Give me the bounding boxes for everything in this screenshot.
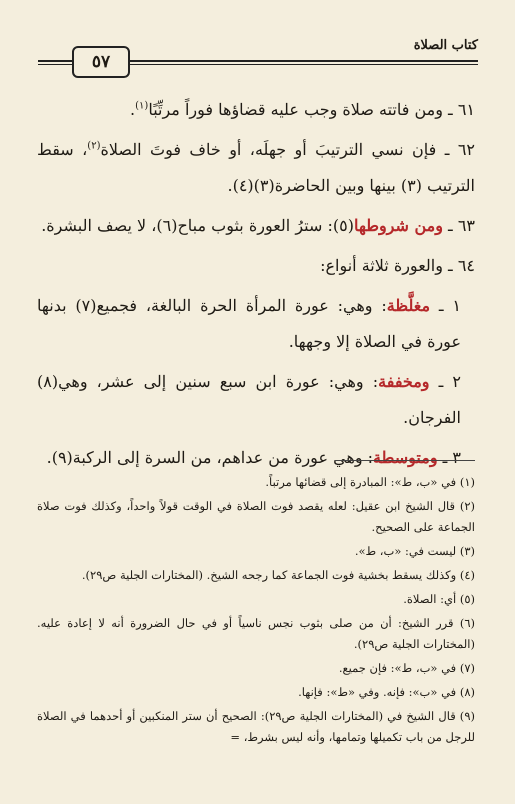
footnote: (٤) وكذلك يسقط بخشية فوت الجماعة كما رجحه الشيخ. (المختارات الجلية ص٢٩). [81,568,475,582]
footnote: (٧) في «ب، ط»: فإن جميع. [338,661,475,675]
heading-conditions: ومن شروطها [353,216,443,235]
footnote: (٨) في «ب»: فإنه. وفي «ط»: فإنها. [298,685,475,699]
term-mughallaza: مغلَّظة [386,296,431,315]
paragraph-64: ٦٤ ـ والعورة ثلاثة أنواع: [320,256,475,275]
page-header [38,30,478,72]
footnote: (٩) قال الشيخ في (المختارات الجلية ص٢٩): الصحيح أن ستر المنكبين أو أحدهما في الصلاة للرجل من باب تكميلها وتمامها، وأنه ليس بشرط، = [37,709,475,744]
footnote: (٦) قرر الشيخ: أن من صلى بثوب نجس ناسياً أو في حال الضرورة أنه لا إعادة عليه. (المختارات الجلية ص٢٩). [37,616,475,651]
list-item-3: ٣ ـ ومتوسطة: وهي عورة من عداهم، من السرة إلى الركبة(٩). [46,448,461,467]
footnote: (٥) أي: الصلاة. [403,592,475,606]
header-rule [128,60,478,65]
term-mutawassita: ومتوسطة [373,448,438,467]
list-item-1: ١ ـ مغلَّظة: وهي: عورة المرأة الحرة البالغة، فجميع(٧) بدنها عورة في الصلاة إلا وجهها. [37,296,461,351]
chapter-title: كتاب الصلاة [413,38,478,53]
footnote: (٣) ليست في: «ب، ط». [354,544,475,558]
paragraph-63: ٦٣ ـ ومن شروطها(٥): سترُ العورة بثوب مباح(٦)، لا يصف البشرة. [41,216,475,235]
paragraph-62: ٦٢ ـ فإن نسي الترتيبَ أو جهلَه، أو خاف فوتَ الصلاة$^{(٢)}$، سقط الترتيب (٣) بينها وبين الحاضرة(٣)(٤). [37,140,476,195]
footnote: (٢) قال الشيخ ابن عقيل: لعله يقصد فوت الصلاة في الوقت قولاً واحداً، وكذلك فوت صلاة الجماعة على الصحيح. [37,499,475,534]
footnotes [37,472,475,751]
term-mukhaffafa: ومخففة [378,372,430,391]
footnote-divider [335,460,475,461]
paragraph-61: ٦١ ـ ومن فاتته صلاة وجب عليه قضاؤها فوراً مرتِّبًا$^{(١)}$. [130,100,475,119]
main-text [37,92,475,480]
header-rule-left [38,60,72,65]
footnote: (١) في «ب، ط»: المبادرة إلى قضائها مرتباً. [265,475,475,489]
page-number: ٥٧ [72,46,130,78]
list-item-2: ٢ ـ ومخففة: وهي: عورة ابن سبع سنين إلى عشر، وهي(٨) الفرجان. [37,372,462,427]
